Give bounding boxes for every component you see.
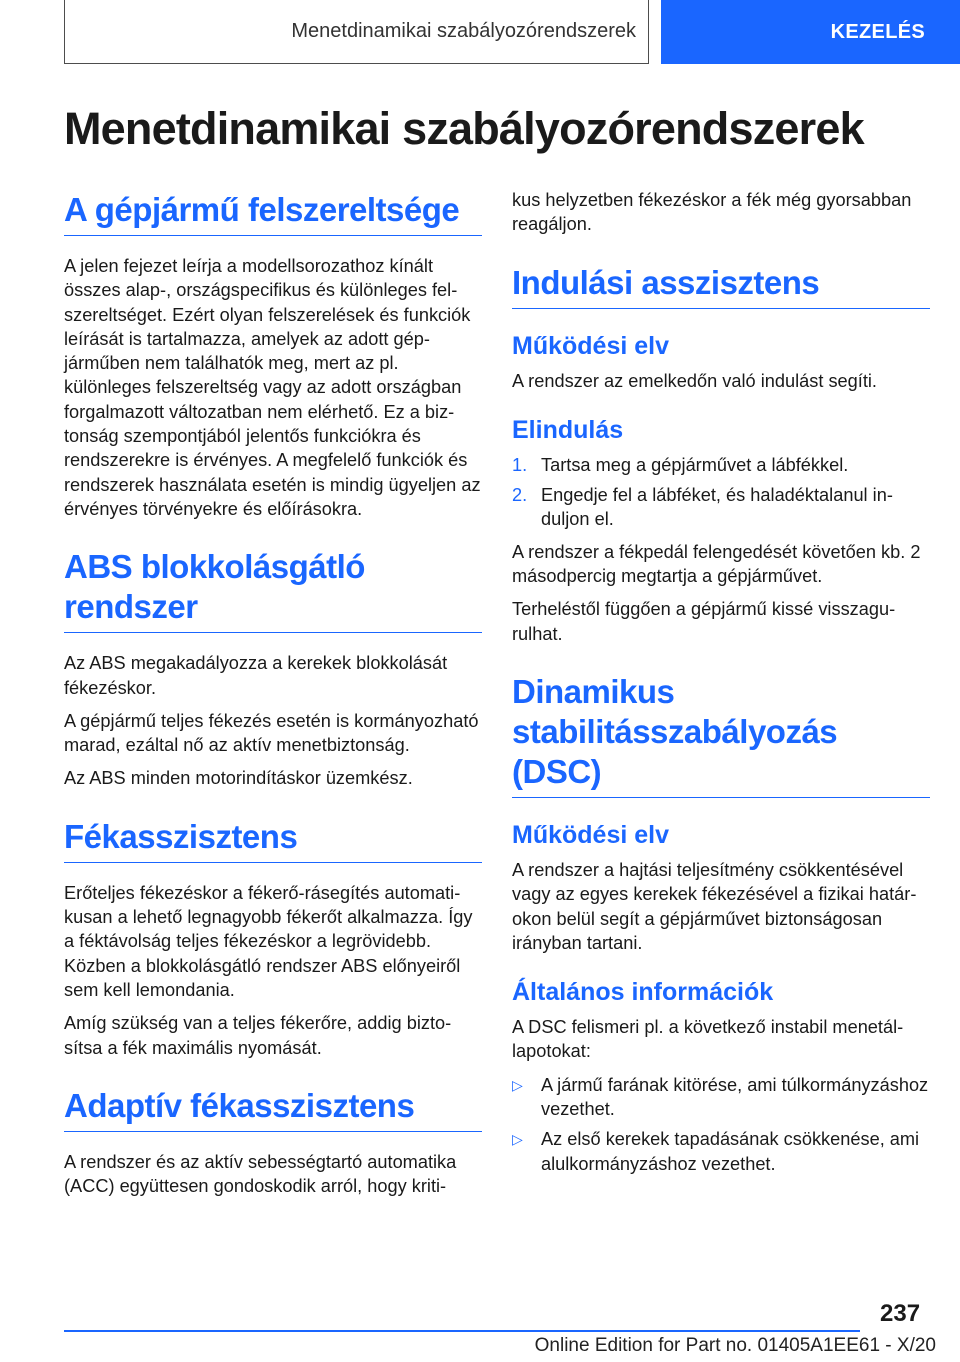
triangle-bullet-icon: ▷ <box>512 1076 523 1093</box>
page-number: 237 <box>880 1300 921 1327</box>
abs-paragraph-2: A gépjármű teljes fékezés esetén is kormányozható marad, ezáltal nő az aktív menetbiztonság. <box>64 710 479 756</box>
bullet-text: Az első kerekek tapadásának csökkenése, ami alulkormányzáshoz vezethet. <box>541 1129 920 1174</box>
list-item <box>512 483 930 532</box>
heading-abs: ABS blokkolásgátló rendszer <box>64 547 482 633</box>
right-column <box>512 188 930 1184</box>
header-section-title <box>64 0 649 64</box>
dsc-bullet-list <box>512 1073 930 1176</box>
header-chapter-text: KEZELÉS <box>830 20 925 43</box>
heading-hill-start-assist: Indulási asszisztens <box>512 263 930 309</box>
list-item <box>512 1073 930 1122</box>
triangle-bullet-icon: ▷ <box>512 1131 523 1148</box>
step-number: 1. <box>512 454 528 475</box>
adaptive-paragraph: A rendszer és az aktív sebességtartó automatika (ACC) együttesen gondoskodik arról, hogy kriti- <box>64 1151 457 1197</box>
heading-brake-assist: Fékasszisztens <box>64 817 482 863</box>
footer-divider <box>64 1330 860 1332</box>
brake-paragraph-1: Erőteljes fékezéskor a fékerő-rásegítés automatikusan a lehető legnagyobb fékerőt alkalmazza. Így a féktávolság teljes fékezéskor a legrövidebb. Közben a blokkolásgátló rendszer ABS előnyeiről sem kell lemondania. <box>64 882 473 1000</box>
abs-paragraph-3: Az ABS minden motorindításkor üzemkész. <box>64 768 413 789</box>
heading-dsc: Dinamikus stabilitásszabályozás (DSC) <box>512 672 930 798</box>
subheading-start-principle: Működési elv <box>512 331 669 360</box>
left-column <box>64 190 482 1207</box>
subheading-dsc-principle: Működési elv <box>512 820 669 849</box>
footer-edition: Online Edition for Part no. 01405A1EE61 - X/20 <box>534 1335 936 1356</box>
start-paragraph-1: A rendszer az emelkedőn való indulást segíti. <box>512 370 877 391</box>
list-item <box>512 453 930 477</box>
page-title: Menetdinamikai szabályozórendszerek <box>64 103 864 154</box>
dsc-paragraph-1: A rendszer a hajtási teljesítmény csökkentésével vagy az egyes kerekek fékezésével a fizikai határokon belül segít a gépjárművet biztonságosan irányban tartani. <box>512 859 917 953</box>
subheading-general-info: Általános információk <box>512 978 774 1007</box>
header-section-title-text: Menetdinamikai szabályozórendszerek <box>291 20 636 42</box>
list-item <box>512 1127 930 1176</box>
heading-equipment: A gépjármű felszereltsége <box>64 190 482 236</box>
dsc-paragraph-2: A DSC felismeri pl. a következő instabil menetállapotokat: <box>512 1017 904 1062</box>
bullet-text: A jármű farának kitörése, ami túlkormányzáshoz vezethet. <box>541 1074 929 1120</box>
step-number: 2. <box>512 485 528 506</box>
step-text: Tartsa meg a gépjárművet a lábfékkel. <box>541 454 849 475</box>
abs-paragraph-1: Az ABS megakadályozza a kerekek blokkolását fékezéskor. <box>64 653 448 698</box>
equipment-paragraph: A jelen fejezet leírja a modellsorozathoz kínált összes alap-, országspecifikus és különleges felszereltséget. Ezért olyan felszerelések és funkciók leírását is tartalmazza, amelyek az adott gépjárműben nem találhatók meg, mert az pl. különleges felszereltség vagy az adott országban forgalmazott változatban nem elérhető. Ez a biztonság szempontjából jelentős funkciókra és rendszerekre is érvényes. A megfelelő funkciók és rendszerek használata esetén is mindig ügyeljen az érvényes törvényekre és előírásokra. <box>64 256 481 519</box>
subheading-starting: Elindulás <box>512 415 624 444</box>
start-steps-list <box>512 453 930 532</box>
adaptive-paragraph-cont: kus helyzetben fékezéskor a fék még gyorsabban reagáljon. <box>512 190 912 235</box>
step-text: Engedje fel a lábféket, és haladéktalanul induljon el. <box>541 485 893 530</box>
start-paragraph-3: Terheléstől függően a gépjármű kissé visszagurulhat. <box>512 599 896 644</box>
brake-paragraph-2: Amíg szükség van a teljes fékerőre, addig biztosítsa a fék maximális nyomását. <box>64 1013 452 1058</box>
start-paragraph-2: A rendszer a fékpedál felengedését követően kb. 2 másodpercig megtartja a gépjárművet. <box>512 541 921 587</box>
heading-adaptive-brake-assist: Adaptív fékasszisztens <box>64 1086 482 1132</box>
header-chapter-tab <box>661 0 960 64</box>
